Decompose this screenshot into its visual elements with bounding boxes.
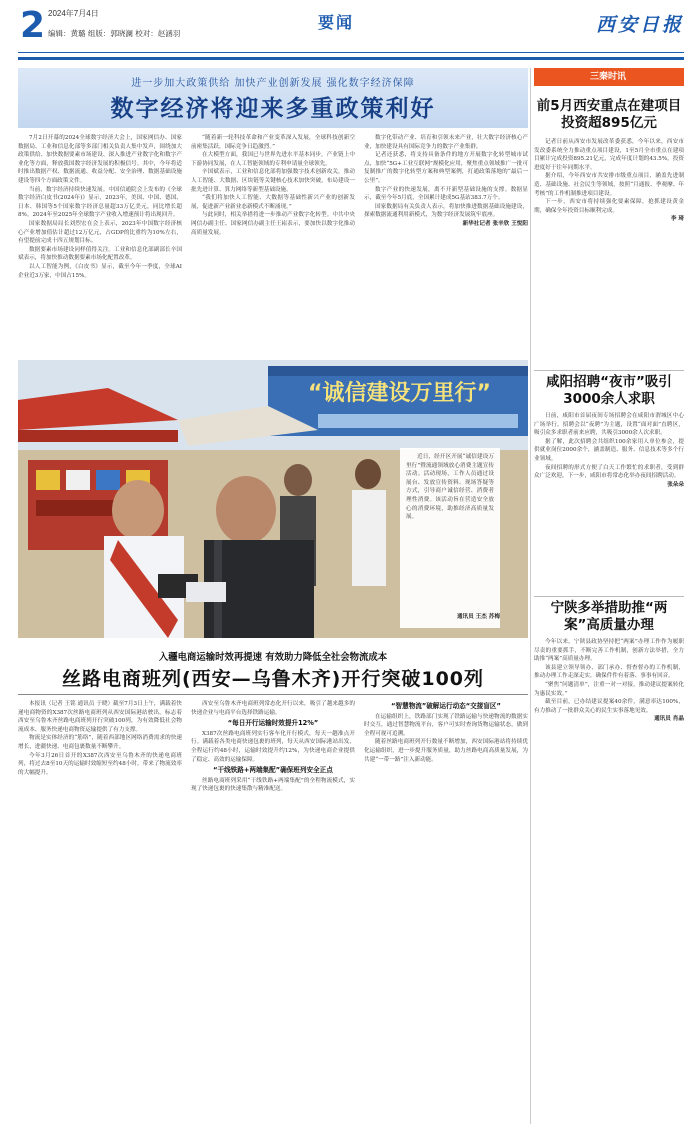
silk-paragraph: 物流是实体经济的“筋络”，随着西部地区网络消费需求的快速增长，进疆快递、电商包裹数量不断攀升。 xyxy=(18,735,182,750)
brief-paragraph: 该县建立领导领办、部门承办、督查督办的工作机制，推动办理工作走深走实，确保件件有着落、事事有回音。 xyxy=(534,664,684,680)
silk-road-headline: 丝路电商班列(西安—乌鲁木齐)开行突破100列 xyxy=(61,668,485,690)
lead-column-2 xyxy=(191,134,355,356)
brief-divider xyxy=(534,596,684,597)
silk-paragraph: 丝路电商班列采用“干线铁路+两端集配”的全程物流模式，实现了快递包裹的快速集散与精准配送。 xyxy=(191,777,355,793)
section-title: 要闻 xyxy=(318,13,355,32)
masthead-rule xyxy=(18,52,684,53)
lead-paragraph: “我们将加快人工智能、大数据等基础性新兴产业的创新发展，促进新产业新业态新模式不断涌现。” xyxy=(191,195,355,210)
brief-paragraph: 日前，咸阳市首届夜间专场招聘会在咸阳市渭城区中心广场举行。招聘会以“夜聘”为主题，设置“面对面”直聘区，吸引众多求职者前来应聘，共吸引3000余人次求职。 xyxy=(534,413,684,437)
silk-paragraph: 今年3月26日首开的X387次西安至乌鲁木齐的快递电商班列，将过去8至10天的运输时效缩短至约48小时，带来了物流效率的大幅提升。 xyxy=(18,752,182,776)
lead-paragraph: 在大模型方面，我国已与世界先进水平基本同步，产业链上中下游协同发展，在人工智能领域的专利申请量全球领先。 xyxy=(191,152,355,167)
brief-paragraph: 下一步，西安市将持续强化要素保障，抢抓建设黄金期，确保全年投资目标顺利完成。 xyxy=(534,199,684,214)
column-divider xyxy=(530,68,531,1124)
editor-credits: 编辑：黄璐 组版：郭晓澜 校对：赵涵羽 xyxy=(48,29,181,38)
lead-paragraph: 国家数据局局长刘烈宏在会上表示，2023年中国数字经济核心产业增加值估计超过12万亿元，占GDP的比重约为10%左右，有望提前完成十四五规划目标。 xyxy=(18,220,182,245)
page-number: 2 xyxy=(20,5,46,46)
brief-1-headline: 前5月西安重点在建项目投资超895亿元 xyxy=(536,98,682,131)
lead-paragraph: 数字化带动产业、培育和引领未来产业，壮大数字经济核心产业，加快建设具有国际竞争力的数字产业集群。 xyxy=(364,135,528,150)
lead-paragraph: 数字产业的快速发展，离不开新型基础设施的支撑。数据显示，截至今年5月底，全国累计建成5G基站383.7万个。 xyxy=(364,186,528,202)
brief-1-body xyxy=(534,138,684,406)
lead-paragraph: “随着新一轮科技革命和产业变革深入发展，全球科技创新空前密集活跃，国际竞争日趋激烈。” xyxy=(191,135,355,150)
lead-paragraph: 7月2日开幕的2024全球数字经济大会上，国家网信办、国家数据局、工业和信息化部等多部门相关负责人集中发声，围绕加大政策供给、加快数据要素市场建设、深入推进产业数字化和数字产业化等方面，释放我国数字经济发展的积极信号。其中，今年将适时推出数据产权、数据流通、收益分配、安全治理、数据基础设施建设等四个方面政策文件。 xyxy=(18,135,182,184)
silk-paragraph: 西安至乌鲁木齐电商班列常态化开行以来，吸引了越来越多的快递企业与电商平台选择铁路运输。 xyxy=(191,701,355,716)
lead-paragraph: 与此同时，相关举措将进一步推动产业数字化转型。中共中央网信办副主任、国家网信办副主任王崧表示，要加快以数字化推动高质量发展。 xyxy=(191,212,355,236)
brief-paragraph: 今年以来，宁陕县政协坚持把“两案”办理工作作为履职尽责的重要抓手，不断完善工作机制，创新方法举措，全力助推“两案”高质量办理。 xyxy=(534,639,684,663)
photo-caption: 近日，经开区开展“诚信建设万里行”暨流通领域放心消费主题宣传活动。活动现场，工作人员通过设展台、发放宣传资料、现场答疑等方式，引导商户诚信经营、消费者理性消费。该活动旨在营造安全放心的消费环境，助推经济高质量发展。 xyxy=(400,448,500,628)
silk-paragraph: 随着丝路电商班列开行数量不断增加，西安国际港站将持续优化运输组织，进一步提升服务质量，助力丝路电商高质量发展，为共建“一带一路”注入新动能。 xyxy=(364,739,528,763)
lead-paragraph: 当前，数字经济持续快速发展。中国信通院会上发布的《全球数字经济白皮书(2024年)》显示，2023年，美国、中国、德国、日本、韩国等5个国家数字经济总量超33万亿美元，同比增长超8%。2024年至2025年全球数字产业收入增速预计将出现回升。 xyxy=(18,186,182,219)
lead-column-3 xyxy=(364,134,528,356)
brief-3-headline: 宁陕多举措助推“两案”高质量办理 xyxy=(550,600,668,633)
newspaper-logo: 西安日报 xyxy=(595,14,684,36)
brief-3-body xyxy=(534,638,684,1124)
headline-rule xyxy=(18,694,528,695)
silk-paragraph: 本报讯（记者 王铭 通讯员 于晓）截至7月3日上午，满载着快递电商物资的X387次丝路电商班列从西安国际港站驶出，标志着西安至乌鲁木齐丝路电商班列开行突破100列，为有效降低社会物流成本、服务快递电商物资运输提供了有力支撑。 xyxy=(18,701,182,733)
photo-banner-text: “诚信建设万里行” xyxy=(308,381,491,406)
brief-paragraph: “聚焦“问题清单”，注重一对一对接，推动建议提案转化为惠民实效。” xyxy=(534,681,684,697)
brief-byline: 通讯员 肖晶 xyxy=(654,716,684,723)
lead-paragraph: 记者还获悉，将支持具备条件的地方开展数字化转型城市试点，加快“5G+工业互联网”规模化应用，聚焦重点领域推广一批可复制推广的数字化转型方案和典型案例，打通政策落地的“最后一公里”。 xyxy=(364,152,528,184)
lead-paragraph: 辛国斌表示，工业和信息化部将加强数字技术创新攻关，推动人工智能、大数据、区块链等关键核心技术加快突破，布局建设一批先进计算、算力网络等新型基础设施。 xyxy=(191,169,355,193)
brief-byline: 张朵朵 xyxy=(667,481,684,488)
silk-column-3 xyxy=(364,700,528,1124)
silk-column-1 xyxy=(18,700,182,1124)
right-column-header: 三秦时讯 xyxy=(534,68,684,86)
lead-byline: 新华社记者 张辛欣 王悦阳 xyxy=(462,220,528,227)
silk-road-kicker: 入疆电商运输时效再提速 有效助力降低全社会物流成本 xyxy=(158,652,388,663)
publication-date: 2024年7月4日 xyxy=(48,9,99,18)
silk-subheading: “每日开行运输时效提升12%” xyxy=(227,719,319,728)
brief-paragraph: 据介绍，今年西安市共安排市级重点项目，涵盖先进制造、基础设施、社会民生等领域，按照“月通报、季观摩、年考核”的工作机制推进项目建设。 xyxy=(534,173,684,197)
silk-subheading: “智慧物流”破解运行动态“交接盲区” xyxy=(391,702,501,710)
brief-divider xyxy=(534,370,684,371)
brief-2-headline: 咸阳招聘“夜市”吸引3000余人求职 xyxy=(546,374,672,407)
brief-2-body xyxy=(534,412,684,588)
silk-paragraph: 在运输组织上，铁路部门实现了铁路运输与快递物流的数据实时交互，通过智慧物流平台，客户可实时查询货物运输状态，做到全程可视可追溯。 xyxy=(364,713,528,737)
silk-column-2 xyxy=(191,700,355,1124)
silk-paragraph: X387次丝路电商班列实行客车化开行模式，每天一趟准点开行。满载着各类电商快递包裹的班列，每天从西安国际港站出发，全程运行约48小时，运输时效提升约12%，为快递电商企业提供了稳定、高效的运输保障。 xyxy=(191,730,355,763)
lead-paragraph: 国家数据局有关负责人表示，将加快推进数据基础设施建设，探索数据流通利用新模式，为数字经济发展筑牢底座。 xyxy=(364,203,528,219)
lead-paragraph: 数据要素市场建设同样值得关注。工业和信息化部副部长辛国斌表示，将加快推动数据要素市场化配置改革。 xyxy=(18,246,182,262)
brief-paragraph: 夜间招聘的形式方便了白天工作繁忙的求职者，受到群众广泛欢迎，下一步，咸阳市将常态化举办夜间招聘活动。 xyxy=(534,464,684,480)
right-news-column xyxy=(534,68,684,1124)
photo-credit: 通讯员 王杰 苏梅 xyxy=(456,614,500,620)
brief-paragraph: 据了解，此次招聘会共组织100余家用人单位参会，提供就业岗位2000余个，涵盖制造、服务、信息技术等多个行业领域。 xyxy=(534,438,684,462)
lead-column-1 xyxy=(18,134,182,356)
lead-headline: 数字经济将迎来多重政策利好 xyxy=(110,96,436,122)
lead-paragraph: 以人工智能为例，《白皮书》显示，截至今年一季度，全球AI企业近3万家，中国占15%。 xyxy=(18,263,182,279)
lead-kicker: 进一步加大政策供给 加快产业创新发展 强化数字经济保障 xyxy=(131,78,415,89)
lead-headline-banner xyxy=(18,68,528,128)
brief-byline: 李 琦 xyxy=(670,216,684,223)
brief-paragraph: 截至目前，已办结建议提案40余件，满意率达100%，有力推动了一批群众关心的民生实事落地见效。 xyxy=(534,699,684,714)
silk-subheading: “干线铁路+两端集配”确保班列安全正点 xyxy=(213,766,333,775)
brief-paragraph: 记者日前从西安市发展改革委获悉，今年以来，西安市发改委系统全力推动重点项目建设，1至5月全市重点在建项目累计完成投资895.21亿元，完成年度计划的43.5%，投资进度好于往年同期水平。 xyxy=(534,139,684,171)
masthead xyxy=(18,4,684,60)
